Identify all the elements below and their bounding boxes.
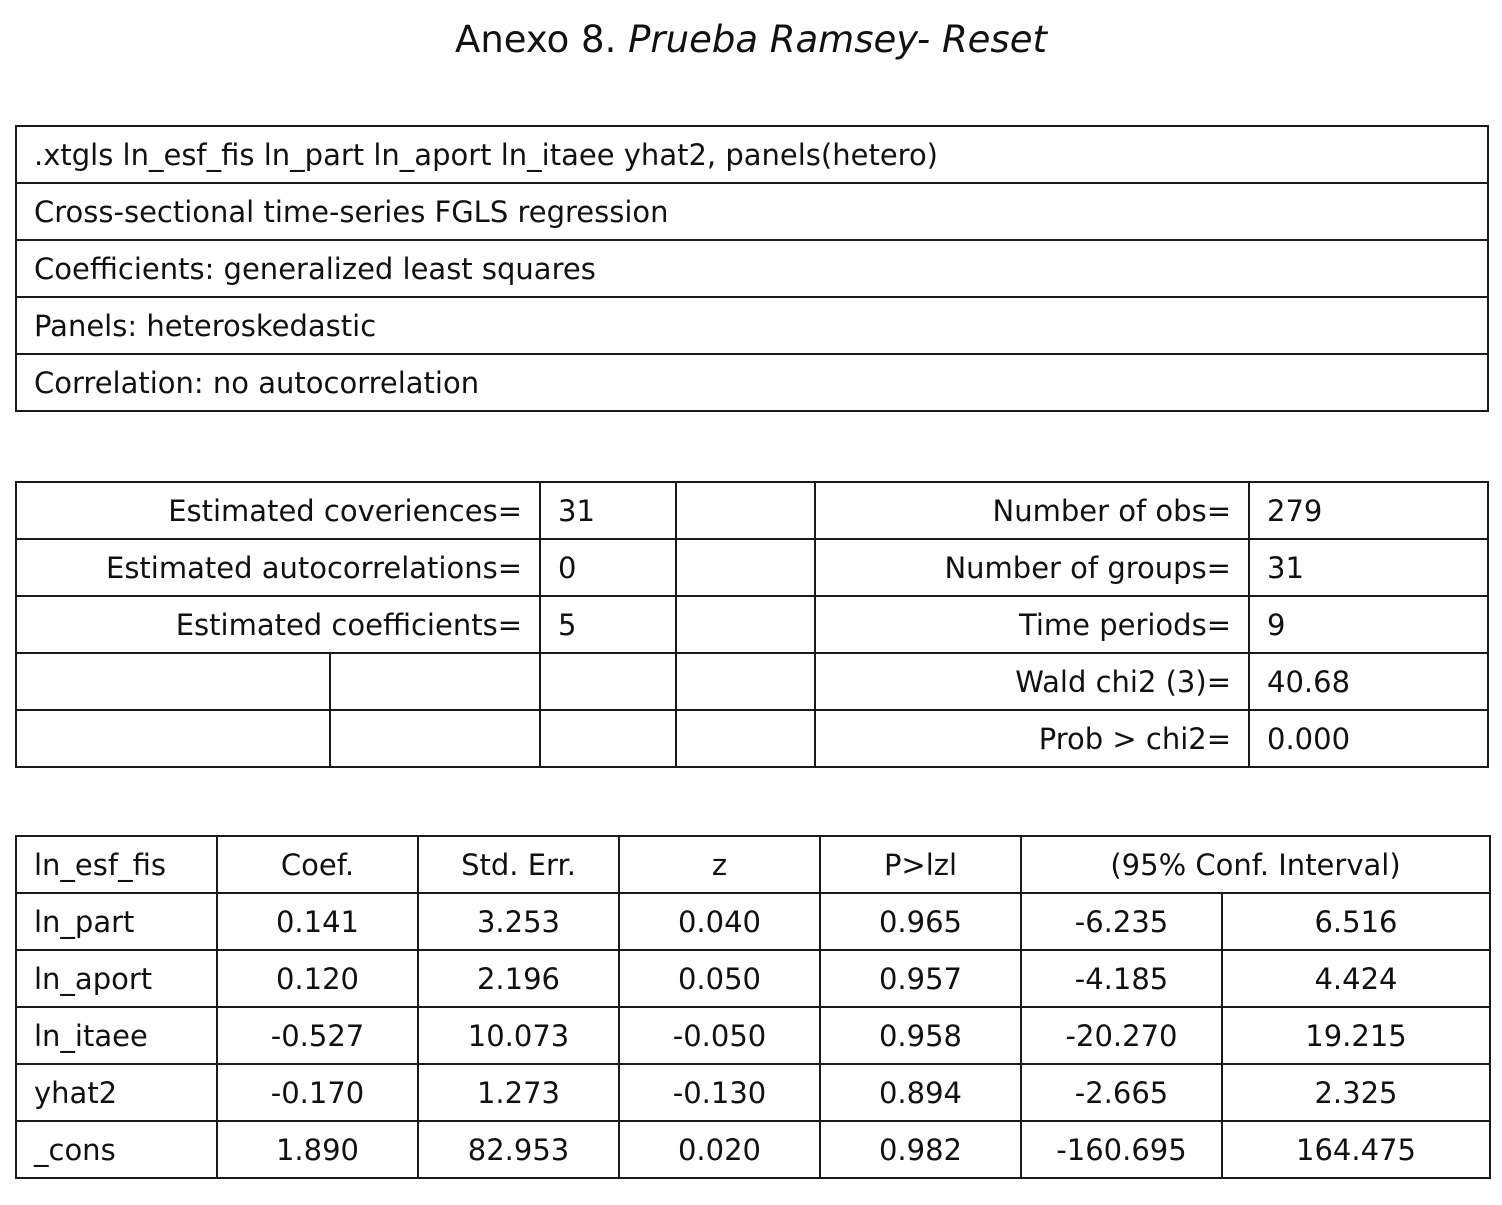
stat-value: 5 <box>540 596 676 653</box>
info-row <box>16 240 1488 297</box>
table-row <box>16 950 1490 1007</box>
empty-cell <box>676 710 815 767</box>
info-row <box>16 126 1488 183</box>
p-value: 0.958 <box>820 1007 1021 1064</box>
stat-label: Prob > chi2= <box>815 710 1249 767</box>
ci-upper: 19.215 <box>1222 1007 1490 1064</box>
stat-value: 0 <box>540 539 676 596</box>
table-row <box>16 1007 1490 1064</box>
stat-value: 279 <box>1249 482 1488 539</box>
stats-row <box>16 596 1488 653</box>
title-prefix: Anexo 8. <box>455 18 629 61</box>
variable-name: yhat2 <box>16 1064 217 1121</box>
header-std-err: Std. Err. <box>418 836 619 893</box>
coef-value: 0.141 <box>217 893 418 950</box>
header-conf-interval: (95% Conf. Interval) <box>1021 836 1490 893</box>
p-value: 0.965 <box>820 893 1021 950</box>
std-err-value: 1.273 <box>418 1064 619 1121</box>
stats-row <box>16 653 1488 710</box>
stat-value: 9 <box>1249 596 1488 653</box>
stat-label: Wald chi2 (3)= <box>815 653 1249 710</box>
title-italic: Prueba Ramsey- Reset <box>628 18 1047 61</box>
empty-cell <box>540 710 676 767</box>
stat-label: Number of groups= <box>815 539 1249 596</box>
empty-cell <box>330 710 540 767</box>
header-z: z <box>619 836 820 893</box>
page-title <box>0 14 1502 66</box>
ci-upper: 164.475 <box>1222 1121 1490 1178</box>
ci-upper: 2.325 <box>1222 1064 1490 1121</box>
correlation-info: Correlation: no autocorrelation <box>16 354 1488 411</box>
stat-label: Estimated coveriences= <box>16 482 540 539</box>
ci-lower: -4.185 <box>1021 950 1222 1007</box>
coefficients-info: Coefficients: generalized least squares <box>16 240 1488 297</box>
statistics-table <box>15 481 1489 768</box>
panels-info: Panels: heteroskedastic <box>16 297 1488 354</box>
header-dependent-variable: ln_esf_fis <box>16 836 217 893</box>
coef-value: 1.890 <box>217 1121 418 1178</box>
z-value: -0.130 <box>619 1064 820 1121</box>
stat-label: Time periods= <box>815 596 1249 653</box>
coef-value: -0.170 <box>217 1064 418 1121</box>
variable-name: ln_aport <box>16 950 217 1007</box>
stat-label: Estimated autocorrelations= <box>16 539 540 596</box>
ci-lower: -160.695 <box>1021 1121 1222 1178</box>
ci-upper: 4.424 <box>1222 950 1490 1007</box>
ci-upper: 6.516 <box>1222 893 1490 950</box>
table-header-row <box>16 836 1490 893</box>
std-err-value: 10.073 <box>418 1007 619 1064</box>
stat-value: 31 <box>1249 539 1488 596</box>
std-err-value: 2.196 <box>418 950 619 1007</box>
empty-cell <box>676 539 815 596</box>
info-row <box>16 297 1488 354</box>
stat-value: 0.000 <box>1249 710 1488 767</box>
header-p-value: P>lzl <box>820 836 1021 893</box>
regression-type: Cross-sectional time-series FGLS regression <box>16 183 1488 240</box>
ci-lower: -20.270 <box>1021 1007 1222 1064</box>
stat-label: Estimated coefficients= <box>16 596 540 653</box>
std-err-value: 3.253 <box>418 893 619 950</box>
empty-cell <box>676 653 815 710</box>
empty-cell <box>676 482 815 539</box>
regression-info-table <box>15 125 1489 412</box>
z-value: 0.020 <box>619 1121 820 1178</box>
command-line: .xtgls ln_esf_fis ln_part ln_aport ln_itaee yhat2, panels(hetero) <box>16 126 1488 183</box>
variable-name: ln_itaee <box>16 1007 217 1064</box>
stats-row <box>16 482 1488 539</box>
info-row <box>16 183 1488 240</box>
std-err-value: 82.953 <box>418 1121 619 1178</box>
coef-value: 0.120 <box>217 950 418 1007</box>
info-row <box>16 354 1488 411</box>
empty-cell <box>540 653 676 710</box>
stat-label: Number of obs= <box>815 482 1249 539</box>
ci-lower: -2.665 <box>1021 1064 1222 1121</box>
p-value: 0.982 <box>820 1121 1021 1178</box>
empty-cell <box>16 710 330 767</box>
p-value: 0.957 <box>820 950 1021 1007</box>
header-coef: Coef. <box>217 836 418 893</box>
stat-value: 31 <box>540 482 676 539</box>
variable-name: ln_part <box>16 893 217 950</box>
z-value: -0.050 <box>619 1007 820 1064</box>
coefficient-table <box>15 835 1491 1179</box>
empty-cell <box>16 653 330 710</box>
table-row <box>16 1121 1490 1178</box>
z-value: 0.040 <box>619 893 820 950</box>
stats-row <box>16 539 1488 596</box>
z-value: 0.050 <box>619 950 820 1007</box>
empty-cell <box>676 596 815 653</box>
table-row <box>16 1064 1490 1121</box>
variable-name: _cons <box>16 1121 217 1178</box>
ci-lower: -6.235 <box>1021 893 1222 950</box>
stat-value: 40.68 <box>1249 653 1488 710</box>
stats-row <box>16 710 1488 767</box>
coef-value: -0.527 <box>217 1007 418 1064</box>
table-row <box>16 893 1490 950</box>
p-value: 0.894 <box>820 1064 1021 1121</box>
empty-cell <box>330 653 540 710</box>
